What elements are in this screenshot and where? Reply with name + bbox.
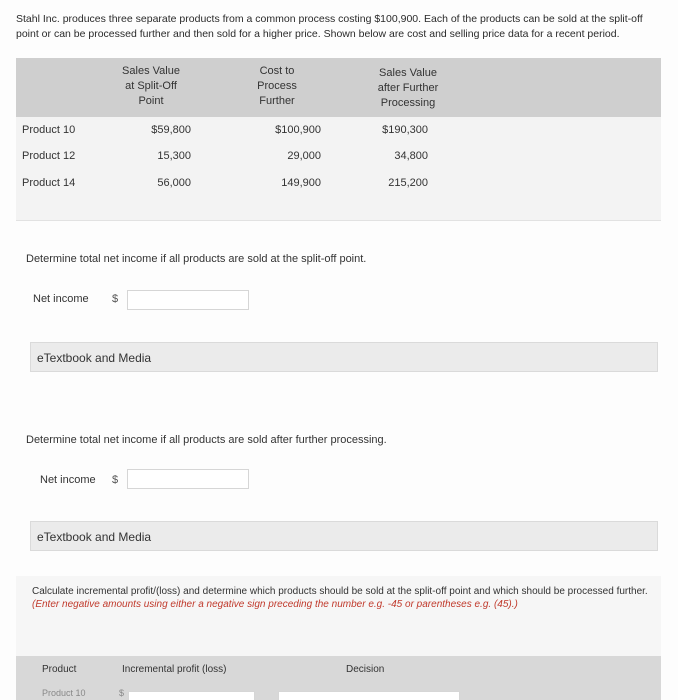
etextbook-media-bar[interactable]: eTextbook and Media [30, 342, 658, 372]
question-split-off: Determine total net income if all products are sold at the split-off point. [26, 253, 367, 265]
currency-symbol: $ [112, 474, 119, 486]
header-cost-further: Cost to Process Further [257, 65, 297, 107]
incremental-instructions [32, 585, 652, 611]
currency-symbol: $ [119, 688, 125, 698]
row-label: Product 12 [22, 150, 76, 162]
net-income-label: Net income [33, 293, 89, 305]
row-label: Product 14 [22, 177, 76, 189]
after-value: 215,200 [388, 177, 428, 189]
table-row [16, 687, 661, 700]
split-off-value: $59,800 [151, 124, 191, 136]
after-value: 34,800 [394, 150, 428, 162]
header-product: Product [42, 664, 77, 675]
header-after-processing: Sales Value after Further Processing [377, 67, 439, 109]
header-incremental-profit: Incremental profit (loss) [122, 664, 227, 675]
net-income-label: Net income [40, 474, 96, 486]
header-split-off: Sales Value at Split-Off Point [122, 65, 180, 107]
decision-select[interactable] [278, 691, 460, 700]
negative-amount-note: (Enter negative amounts using either a negative sign preceding the number e.g. -45 or parentheses e.g. (45).) [32, 599, 518, 610]
incremental-section [16, 576, 661, 700]
net-income-split-off-input[interactable] [127, 290, 249, 310]
cost-value: 149,900 [281, 177, 321, 189]
cost-value: 29,000 [287, 150, 321, 162]
cost-value: $100,900 [275, 124, 321, 136]
table-row [16, 150, 661, 176]
row-label: Product 10 [22, 124, 76, 136]
table-row [16, 177, 661, 203]
incremental-profit-input[interactable] [128, 691, 255, 700]
after-value: $190,300 [382, 124, 428, 136]
currency-symbol: $ [112, 293, 119, 305]
net-income-processed-input[interactable] [127, 469, 249, 489]
row-label: Product 10 [42, 688, 86, 698]
data-table [16, 58, 661, 221]
incremental-prompt: Calculate incremental profit/(loss) and determine which products should be sold at the split-off point and which should be processed further. [32, 586, 648, 597]
etextbook-media-bar[interactable]: eTextbook and Media [30, 521, 658, 551]
problem-intro: Stahl Inc. produces three separate products from a common process costing $100,900. Each of the products can be sold at the split-off point or can be processed further and then sold for a higher price. Shown below are cost and selling price data for a recent period. [16, 13, 643, 40]
table-header [16, 58, 661, 117]
split-off-value: 56,000 [157, 177, 191, 189]
header-decision: Decision [346, 664, 385, 675]
question-further-processing: Determine total net income if all products are sold after further processing. [26, 434, 387, 446]
table-row [16, 124, 661, 150]
split-off-value: 15,300 [157, 150, 191, 162]
